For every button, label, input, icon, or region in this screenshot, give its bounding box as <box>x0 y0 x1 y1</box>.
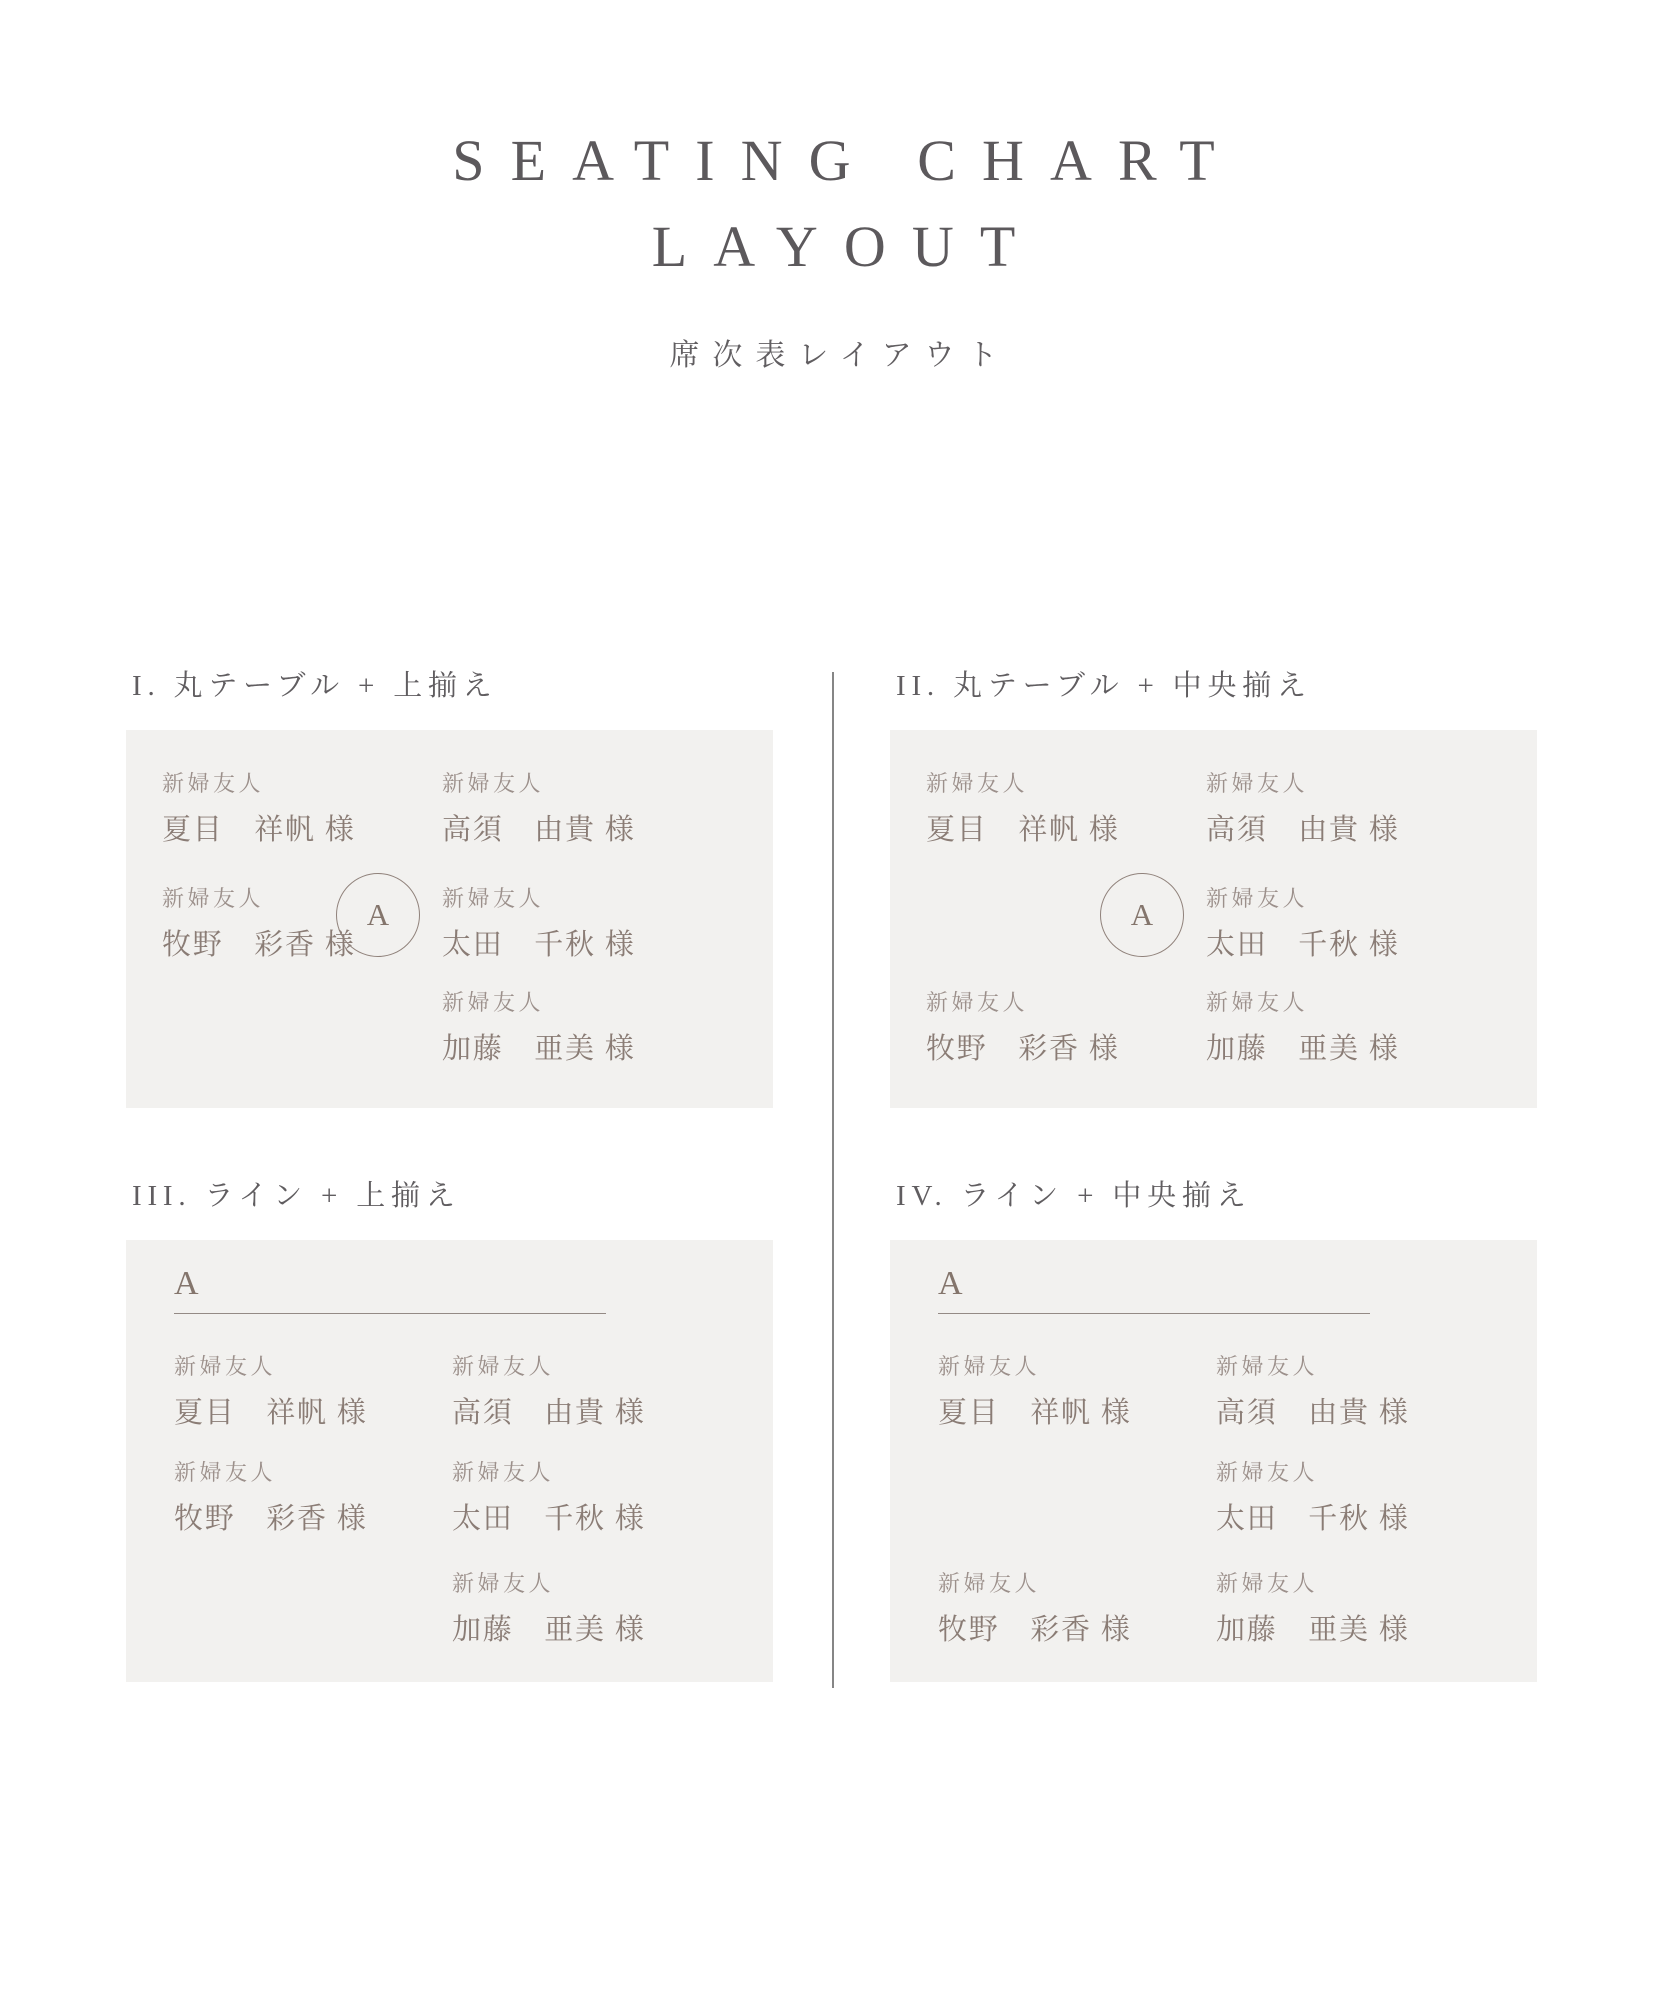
guest-name: 夏目 祥帆 様 <box>174 1397 368 1429</box>
guest-name: 加藤 亜美 様 <box>452 1614 646 1646</box>
seating-box <box>126 1240 773 1682</box>
guest-relation-label: 新婦友人 <box>1216 1571 1319 1596</box>
section-line-center <box>890 1178 1537 1682</box>
section-heading: III. ライン + 上揃え <box>132 1180 461 1212</box>
guest-entry <box>442 992 635 1064</box>
page-title <box>0 118 1667 290</box>
guest-relation-label: 新婦友人 <box>162 771 265 796</box>
guest-name: 太田 千秋 様 <box>1216 1503 1410 1535</box>
guest-entry <box>1216 1356 1409 1428</box>
guest-relation-label: 新婦友人 <box>452 1460 555 1485</box>
guest-entry <box>162 888 355 960</box>
guest-name: 夏目 祥帆 様 <box>926 814 1120 846</box>
guest-entry <box>926 992 1119 1064</box>
guest-entry <box>1206 773 1399 845</box>
guest-name: 牧野 彩香 様 <box>162 929 356 961</box>
guest-relation-label: 新婦友人 <box>452 1354 555 1379</box>
guest-relation-label: 新婦友人 <box>1206 771 1309 796</box>
guest-entry <box>938 1573 1131 1645</box>
guest-name: 高須 由貴 様 <box>442 814 636 846</box>
guest-relation-label: 新婦友人 <box>174 1460 277 1485</box>
guest-entry <box>452 1573 645 1645</box>
section-round-table-top <box>126 668 773 1108</box>
title-line-2: LAYOUT <box>651 213 1042 279</box>
guest-name: 加藤 亜美 様 <box>1206 1033 1400 1065</box>
guest-name: 加藤 亜美 様 <box>1216 1614 1410 1646</box>
guest-relation-label: 新婦友人 <box>442 990 545 1015</box>
guest-relation-label: 新婦友人 <box>1216 1354 1319 1379</box>
guest-name: 牧野 彩香 様 <box>938 1614 1132 1646</box>
guest-relation-label: 新婦友人 <box>938 1354 1041 1379</box>
guest-entry <box>926 773 1119 845</box>
guest-relation-label: 新婦友人 <box>442 771 545 796</box>
seating-box <box>890 730 1537 1108</box>
section-round-table-center <box>890 668 1537 1108</box>
guest-entry <box>174 1462 367 1534</box>
title-line-1: SEATING CHART <box>452 128 1241 193</box>
table-label: A <box>938 1265 963 1302</box>
table-marker-circle <box>336 873 420 957</box>
guest-relation-label: 新婦友人 <box>1206 886 1309 911</box>
guest-relation-label: 新婦友人 <box>1216 1460 1319 1485</box>
guest-relation-label: 新婦友人 <box>926 771 1029 796</box>
table-label: A <box>174 1265 199 1302</box>
guest-name: 夏目 祥帆 様 <box>162 814 356 846</box>
guest-name: 高須 由貴 様 <box>1206 814 1400 846</box>
guest-name: 牧野 彩香 様 <box>926 1033 1120 1065</box>
section-heading: II. 丸テーブル + 中央揃え <box>896 670 1312 702</box>
table-label: A <box>366 897 390 932</box>
guest-name: 太田 千秋 様 <box>452 1503 646 1535</box>
page-subtitle: 席次表レイアウト <box>669 338 1011 372</box>
section-heading: I. 丸テーブル + 上揃え <box>132 670 498 702</box>
column-divider-line <box>832 672 834 1688</box>
section-line-top <box>126 1178 773 1682</box>
guest-entry <box>452 1462 645 1534</box>
guest-name: 高須 由貴 様 <box>1216 1397 1410 1429</box>
guest-entry <box>162 773 355 845</box>
guest-entry <box>1216 1573 1409 1645</box>
guest-entry <box>1216 1462 1409 1534</box>
guest-entry <box>442 888 635 960</box>
table-line-header <box>938 1264 1370 1314</box>
table-label: A <box>1130 897 1154 932</box>
guest-entry <box>452 1356 645 1428</box>
page-title-block <box>0 118 1667 374</box>
guest-relation-label: 新婦友人 <box>174 1354 277 1379</box>
seating-box <box>890 1240 1537 1682</box>
guest-name: 夏目 祥帆 様 <box>938 1397 1132 1429</box>
guest-name: 加藤 亜美 様 <box>442 1033 636 1065</box>
guest-relation-label: 新婦友人 <box>442 886 545 911</box>
guest-entry <box>174 1356 367 1428</box>
seating-box <box>126 730 773 1108</box>
guest-name: 牧野 彩香 様 <box>174 1503 368 1535</box>
guest-name: 太田 千秋 様 <box>442 929 636 961</box>
section-heading: IV. ライン + 中央揃え <box>896 1180 1252 1212</box>
guest-relation-label: 新婦友人 <box>1206 990 1309 1015</box>
guest-relation-label: 新婦友人 <box>452 1571 555 1596</box>
table-line-header <box>174 1264 606 1314</box>
guest-relation-label: 新婦友人 <box>938 1571 1041 1596</box>
guest-entry <box>1206 992 1399 1064</box>
guest-entry <box>442 773 635 845</box>
guest-entry <box>938 1356 1131 1428</box>
guest-relation-label: 新婦友人 <box>926 990 1029 1015</box>
guest-relation-label: 新婦友人 <box>162 886 265 911</box>
table-marker-circle <box>1100 873 1184 957</box>
guest-name: 高須 由貴 様 <box>452 1397 646 1429</box>
guest-name: 太田 千秋 様 <box>1206 929 1400 961</box>
guest-entry <box>1206 888 1399 960</box>
